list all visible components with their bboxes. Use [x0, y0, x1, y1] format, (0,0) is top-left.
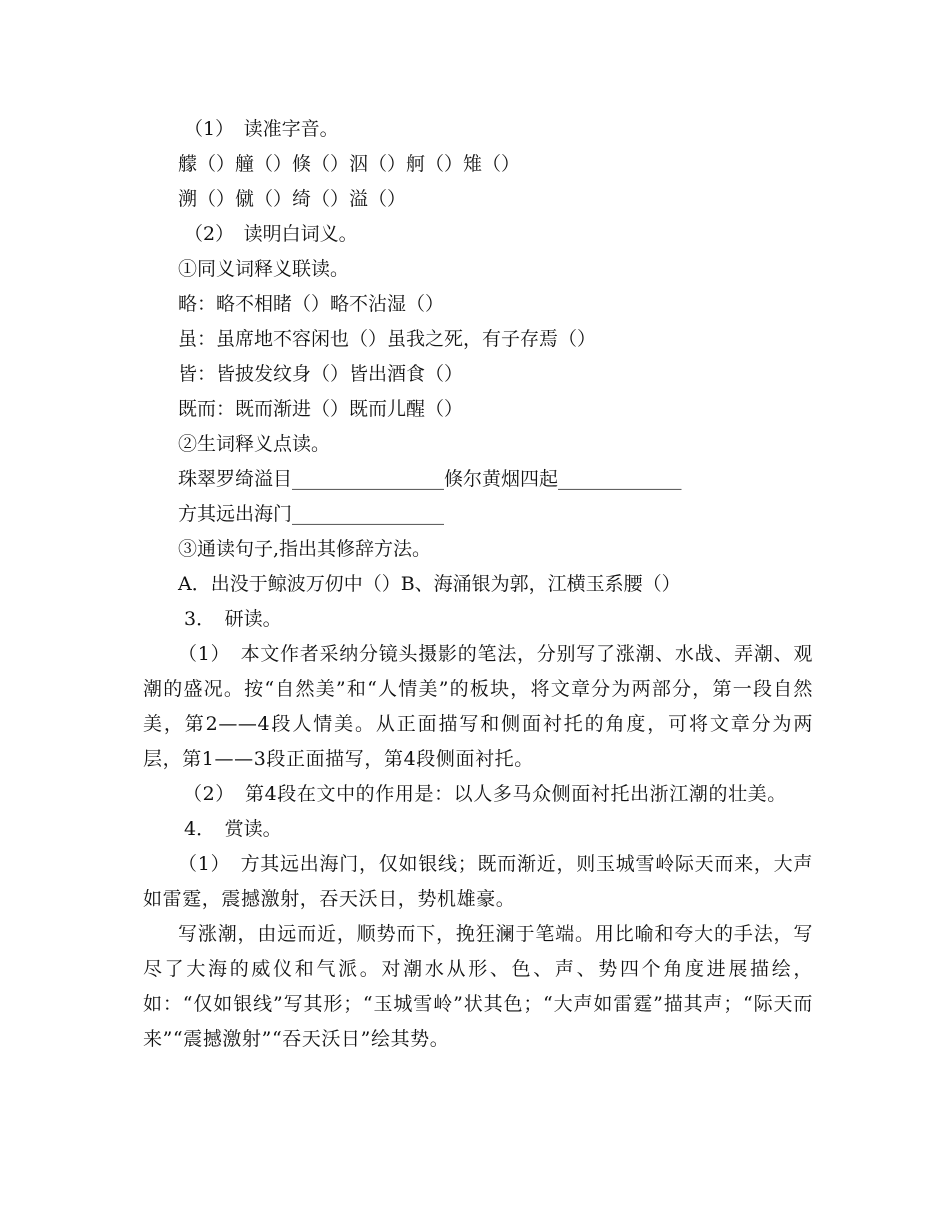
subheading-pronunciation: （1） 读准字音。 [184, 118, 339, 140]
new-words-line-1: 珠翠罗绮溢目________________倏尔黄烟四起_____________ [178, 468, 682, 490]
new-words-line-2: 方其远出海门________________ [178, 503, 445, 525]
appreciation-quote: （1） 方其远出海门，仅如银线；既而渐近，则玉城雪岭际天而来，大声如雷霆，震撼激射，吞天沃日，势机雄豪。 [143, 853, 813, 910]
subheading-word-meaning: （2） 读明白词义。 [184, 223, 358, 245]
study-paragraph-2: （2） 第4段在文中的作用是：以人多马众侧面衬托出浙江潮的壮美。 [183, 783, 787, 805]
section-3-heading: 3． 研读。 [184, 608, 282, 630]
section-4-heading: 4． 赏读。 [184, 818, 282, 840]
study-paragraph-1: （1） 本文作者采纳分镜头摄影的笔法，分别写了涨潮、水战、弄潮、观潮的盛况。按“自然美”和“人情美”的板块，将文章分为两部分，第一段自然美，第2——4段人情美。从正面描写和侧面衬托的角度，可将文章分为两层，第1——3段正面描写，第4段侧面衬托。 [143, 643, 813, 770]
rhetoric-heading: ③通读句子,指出其修辞方法。 [178, 538, 432, 560]
synonym-line-lue: 略：略不相睹（）略不沾湿（） [178, 293, 445, 315]
synonym-line-jier: 既而：既而渐进（）既而儿醒（） [178, 398, 464, 420]
pronunciation-line-1: 艨（）艟（）倏（）泅（）舸（）雉（） [178, 153, 521, 175]
document-body [143, 112, 813, 1057]
synonym-line-jie: 皆：皆披发纹身（）皆出酒食（） [178, 363, 464, 385]
pronunciation-line-2: 溯（）僦（）绮（）溢（） [178, 188, 407, 210]
appreciation-analysis: 写涨潮，由远而近，顺势而下，挽狂澜于笔端。用比喻和夸大的手法，写尽了大海的威仪和气派。对潮水从形、色、声、势四个角度进展描绘，如：“仅如银线”写其形；“玉城雪岭”状其色；“大声如雷霆”描其声；“际天而来”“震撼激射”“吞天沃日”绘其势。 [143, 923, 813, 1050]
rhetoric-line: A．出没于鲸波万仞中（）B、海涌银为郭，江横玉系腰（） [178, 573, 681, 595]
new-words-heading: ②生词释义点读。 [178, 433, 331, 455]
synonym-line-sui: 虽：虽席地不容闲也（）虽我之死，有子存焉（） [178, 328, 597, 350]
synonym-heading: ①同义词释义联读。 [178, 258, 350, 280]
